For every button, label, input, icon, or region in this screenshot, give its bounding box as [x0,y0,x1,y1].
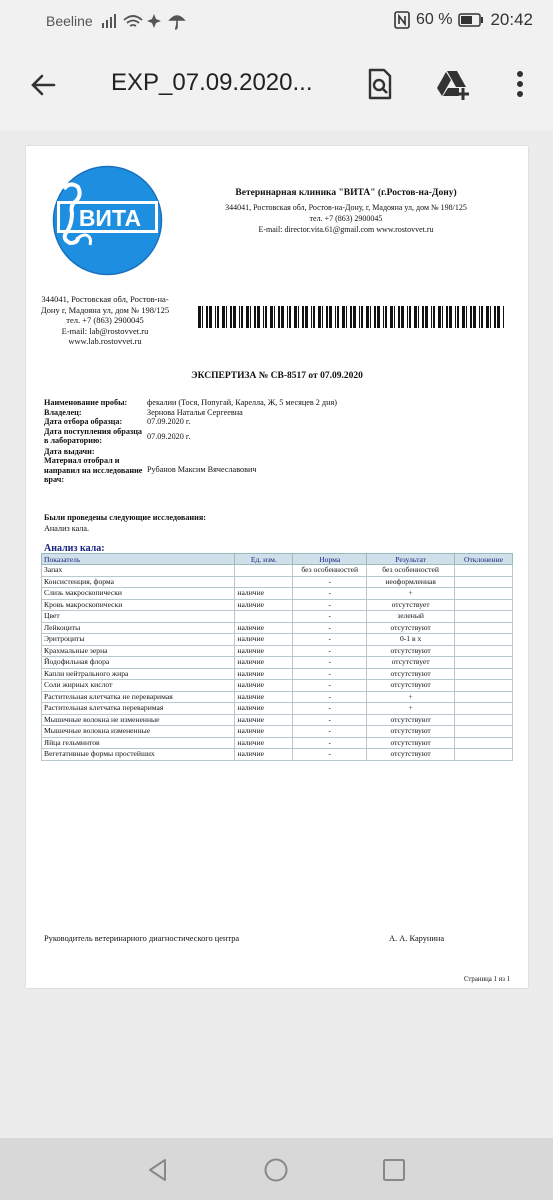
field-label: Владелец: [44,407,82,417]
table-cell: + [367,588,455,600]
table-cell: Запах [42,565,235,577]
table-cell: Мышечные волокна не измененные [42,714,235,726]
table-cell [455,622,513,634]
clinic-logo [52,163,163,278]
field-row [44,447,514,457]
table-cell: Соли жирных кислот [42,680,235,692]
table-row [42,576,513,588]
table-cell: - [293,668,367,680]
studies-block [44,513,206,534]
table-row [42,703,513,715]
table-row [42,657,513,669]
table-cell: отсутствуют [367,622,455,634]
table-cell: Растительная клетчатка не переваримая [42,691,235,703]
table-cell: Растительная клетчатка переваримая [42,703,235,715]
table-cell: наличие [235,749,293,761]
table-cell: наличие [235,599,293,611]
table-cell: неоформленная [367,576,455,588]
logo-text: ВИТА [78,205,142,231]
table-cell: Мышечные волокна измененные [42,726,235,738]
field-label: Наименование пробы: [44,398,128,407]
table-cell: наличие [235,703,293,715]
table-cell: - [293,599,367,611]
table-cell: наличие [235,691,293,703]
table-cell: наличие [235,737,293,749]
barcode [198,306,508,328]
table-cell: - [293,680,367,692]
doc-title: ЭКСПЕРТИЗА № СВ-8517 от 07.09.2020 [191,371,363,381]
studies-heading: Были проведены следующие исследования: [44,513,207,522]
table-row [42,668,513,680]
field-value: Зернова Наталья Сергеевна [147,407,243,417]
table-cell [455,645,513,657]
table-cell: - [293,634,367,646]
table-cell: Яйца гельминтов [42,737,235,749]
signature-role: Руководитель ветеринарного диагностического центра [44,934,240,943]
add-to-drive-icon[interactable] [435,66,471,102]
table-cell: - [293,622,367,634]
clock: 20:42 [490,10,533,29]
table-cell: - [293,703,367,715]
table-cell: отсутствуют [367,668,455,680]
table-cell: зеленый [367,611,455,623]
table-cell [455,737,513,749]
battery-icon [458,13,484,27]
table-cell [455,680,513,692]
clinic-address: 344041, Ростовская обл, Ростов-на-Дону, г, Мадояна ул, дом № 198/125 [225,203,467,212]
back-arrow-icon[interactable] [28,70,58,100]
table-cell [455,714,513,726]
table-cell: отсутствует [367,599,455,611]
field-label: Дата поступления образца в лабораторию: [44,426,143,445]
lab-contacts [40,294,170,347]
signature-line [44,934,494,943]
table-cell [455,634,513,646]
table-cell: + [367,703,455,715]
field-value: 07.09.2020 г. [147,431,191,441]
more-options-icon[interactable] [502,66,538,102]
field-row [44,398,514,408]
table-row [42,714,513,726]
column-header: Норма [293,554,367,565]
table-row [42,599,513,611]
field-value: Рубанов Максим Вячеславович [147,465,257,474]
table-cell [235,565,293,577]
table-row [42,645,513,657]
table-cell: Эритроциты [42,634,235,646]
column-header: Ед. изм. [235,554,293,565]
table-row [42,565,513,577]
table-cell: наличие [235,714,293,726]
table-cell: - [293,691,367,703]
table-row [42,611,513,623]
table-cell: Кровь макроскопически [42,599,235,611]
field-label: Дата отбора образца: [44,417,123,426]
table-header-row [42,554,513,565]
results-table [41,553,513,761]
clinic-header [196,188,496,235]
table-cell: наличие [235,588,293,600]
lab-address: 344041, Ростовская обл, Ростов-на-Дону г, Мадояна ул, дом № 198/125 [40,294,170,315]
table-cell [455,703,513,715]
table-cell [455,565,513,577]
battery-percent: 60 % [415,11,453,28]
table-cell: Консистенция, форма [42,576,235,588]
table-row [42,749,513,761]
document-page [26,146,528,988]
table-cell: Йодофильная флора [42,657,235,669]
table-cell [455,749,513,761]
table-cell [455,691,513,703]
column-header: Результат [367,554,455,565]
table-cell: наличие [235,726,293,738]
table-cell: - [293,576,367,588]
field-row [44,456,514,485]
studies-value: Анализ кала. [44,523,90,533]
table-row [42,634,513,646]
table-cell: - [293,726,367,738]
app-bar [0,42,553,130]
table-cell [235,611,293,623]
system-nav-bar [0,1138,553,1200]
table-cell: Капли нейтрального жира [42,668,235,680]
table-cell: наличие [235,657,293,669]
table-cell [455,668,513,680]
table-cell: Вегетативные формы простейших [42,749,235,761]
table-cell: без особенностей [367,565,455,577]
field-value [147,447,514,457]
nav-recents-icon[interactable] [381,1157,407,1183]
field-row [44,417,514,427]
table-cell: отсутствуют [367,680,455,692]
table-row [42,691,513,703]
column-header: Отклонение [455,554,513,565]
table-row [42,680,513,692]
table-cell: + [367,691,455,703]
table-cell: без особенностей [293,565,367,577]
table-cell [455,726,513,738]
lab-phone: тел. +7 (863) 2900045 [66,315,144,325]
table-cell: отсутствуют [367,749,455,761]
table-cell: наличие [235,668,293,680]
table-cell: отсутствуют [367,726,455,738]
table-cell: отсутствуют [367,714,455,726]
field-row [44,427,514,446]
table-cell: Крахмальные зерна [42,645,235,657]
search-document-icon[interactable] [362,66,398,102]
page-number: Страница 1 из 1 [463,976,510,983]
clinic-phone: тел. +7 (863) 2900045 [309,214,383,223]
nfc-icon [394,11,410,29]
signal-wifi-icon [100,12,186,30]
nav-home-icon[interactable] [263,1157,289,1183]
analysis-title: Анализ кала: [44,543,105,554]
table-cell [455,657,513,669]
table-cell [455,588,513,600]
table-row [42,588,513,600]
status-bar [0,0,553,42]
field-label: Дата выдачи: [44,446,95,456]
table-cell: отсутствуют [367,645,455,657]
field-label: Материал отобрал и направил на исследование врач: [44,456,143,484]
signature-name: А. А. Карунина [389,934,445,943]
table-cell: наличие [235,622,293,634]
table-cell: отсутствуют [367,737,455,749]
table-cell: - [293,588,367,600]
field-value: фекалии (Тося, Попугай, Карелла, Ж, 5 месяцев 2 дня) [147,398,337,407]
table-cell: Лейкоциты [42,622,235,634]
table-cell: наличие [235,680,293,692]
table-cell: наличие [235,634,293,646]
signal-icons [100,12,186,35]
table-cell: Цвет [42,611,235,623]
lab-email: E-mail: lab@rostovvet.ru [61,325,149,336]
table-cell [455,611,513,623]
table-cell [455,599,513,611]
document-title: EXP_07.09.2020... [111,69,313,96]
field-row [44,408,514,418]
lab-site: www.lab.rostovvet.ru [68,336,142,346]
table-cell: - [293,737,367,749]
carrier-label: Beeline [46,13,93,29]
clinic-name: Ветеринарная клиника "ВИТА" (г.Ростов-на-Дону) [235,188,457,198]
table-cell: - [293,657,367,669]
table-cell: - [293,611,367,623]
table-cell [235,576,293,588]
table-row [42,737,513,749]
table-cell: - [293,749,367,761]
table-cell: - [293,714,367,726]
field-value: 07.09.2020 г. [147,417,191,426]
column-header: Показатель [42,554,235,565]
sample-fields [44,398,514,486]
table-cell: Слизь макроскопически [42,588,235,600]
table-cell: 0-1 в х [367,634,455,646]
nav-back-icon[interactable] [145,1157,171,1183]
table-row [42,622,513,634]
table-cell: наличие [235,645,293,657]
table-cell: отсутствует [367,657,455,669]
table-cell [455,576,513,588]
clinic-email: E-mail: director.vita.61@gmail.com www.rostovvet.ru [258,225,434,234]
table-cell: - [293,645,367,657]
table-row [42,726,513,738]
